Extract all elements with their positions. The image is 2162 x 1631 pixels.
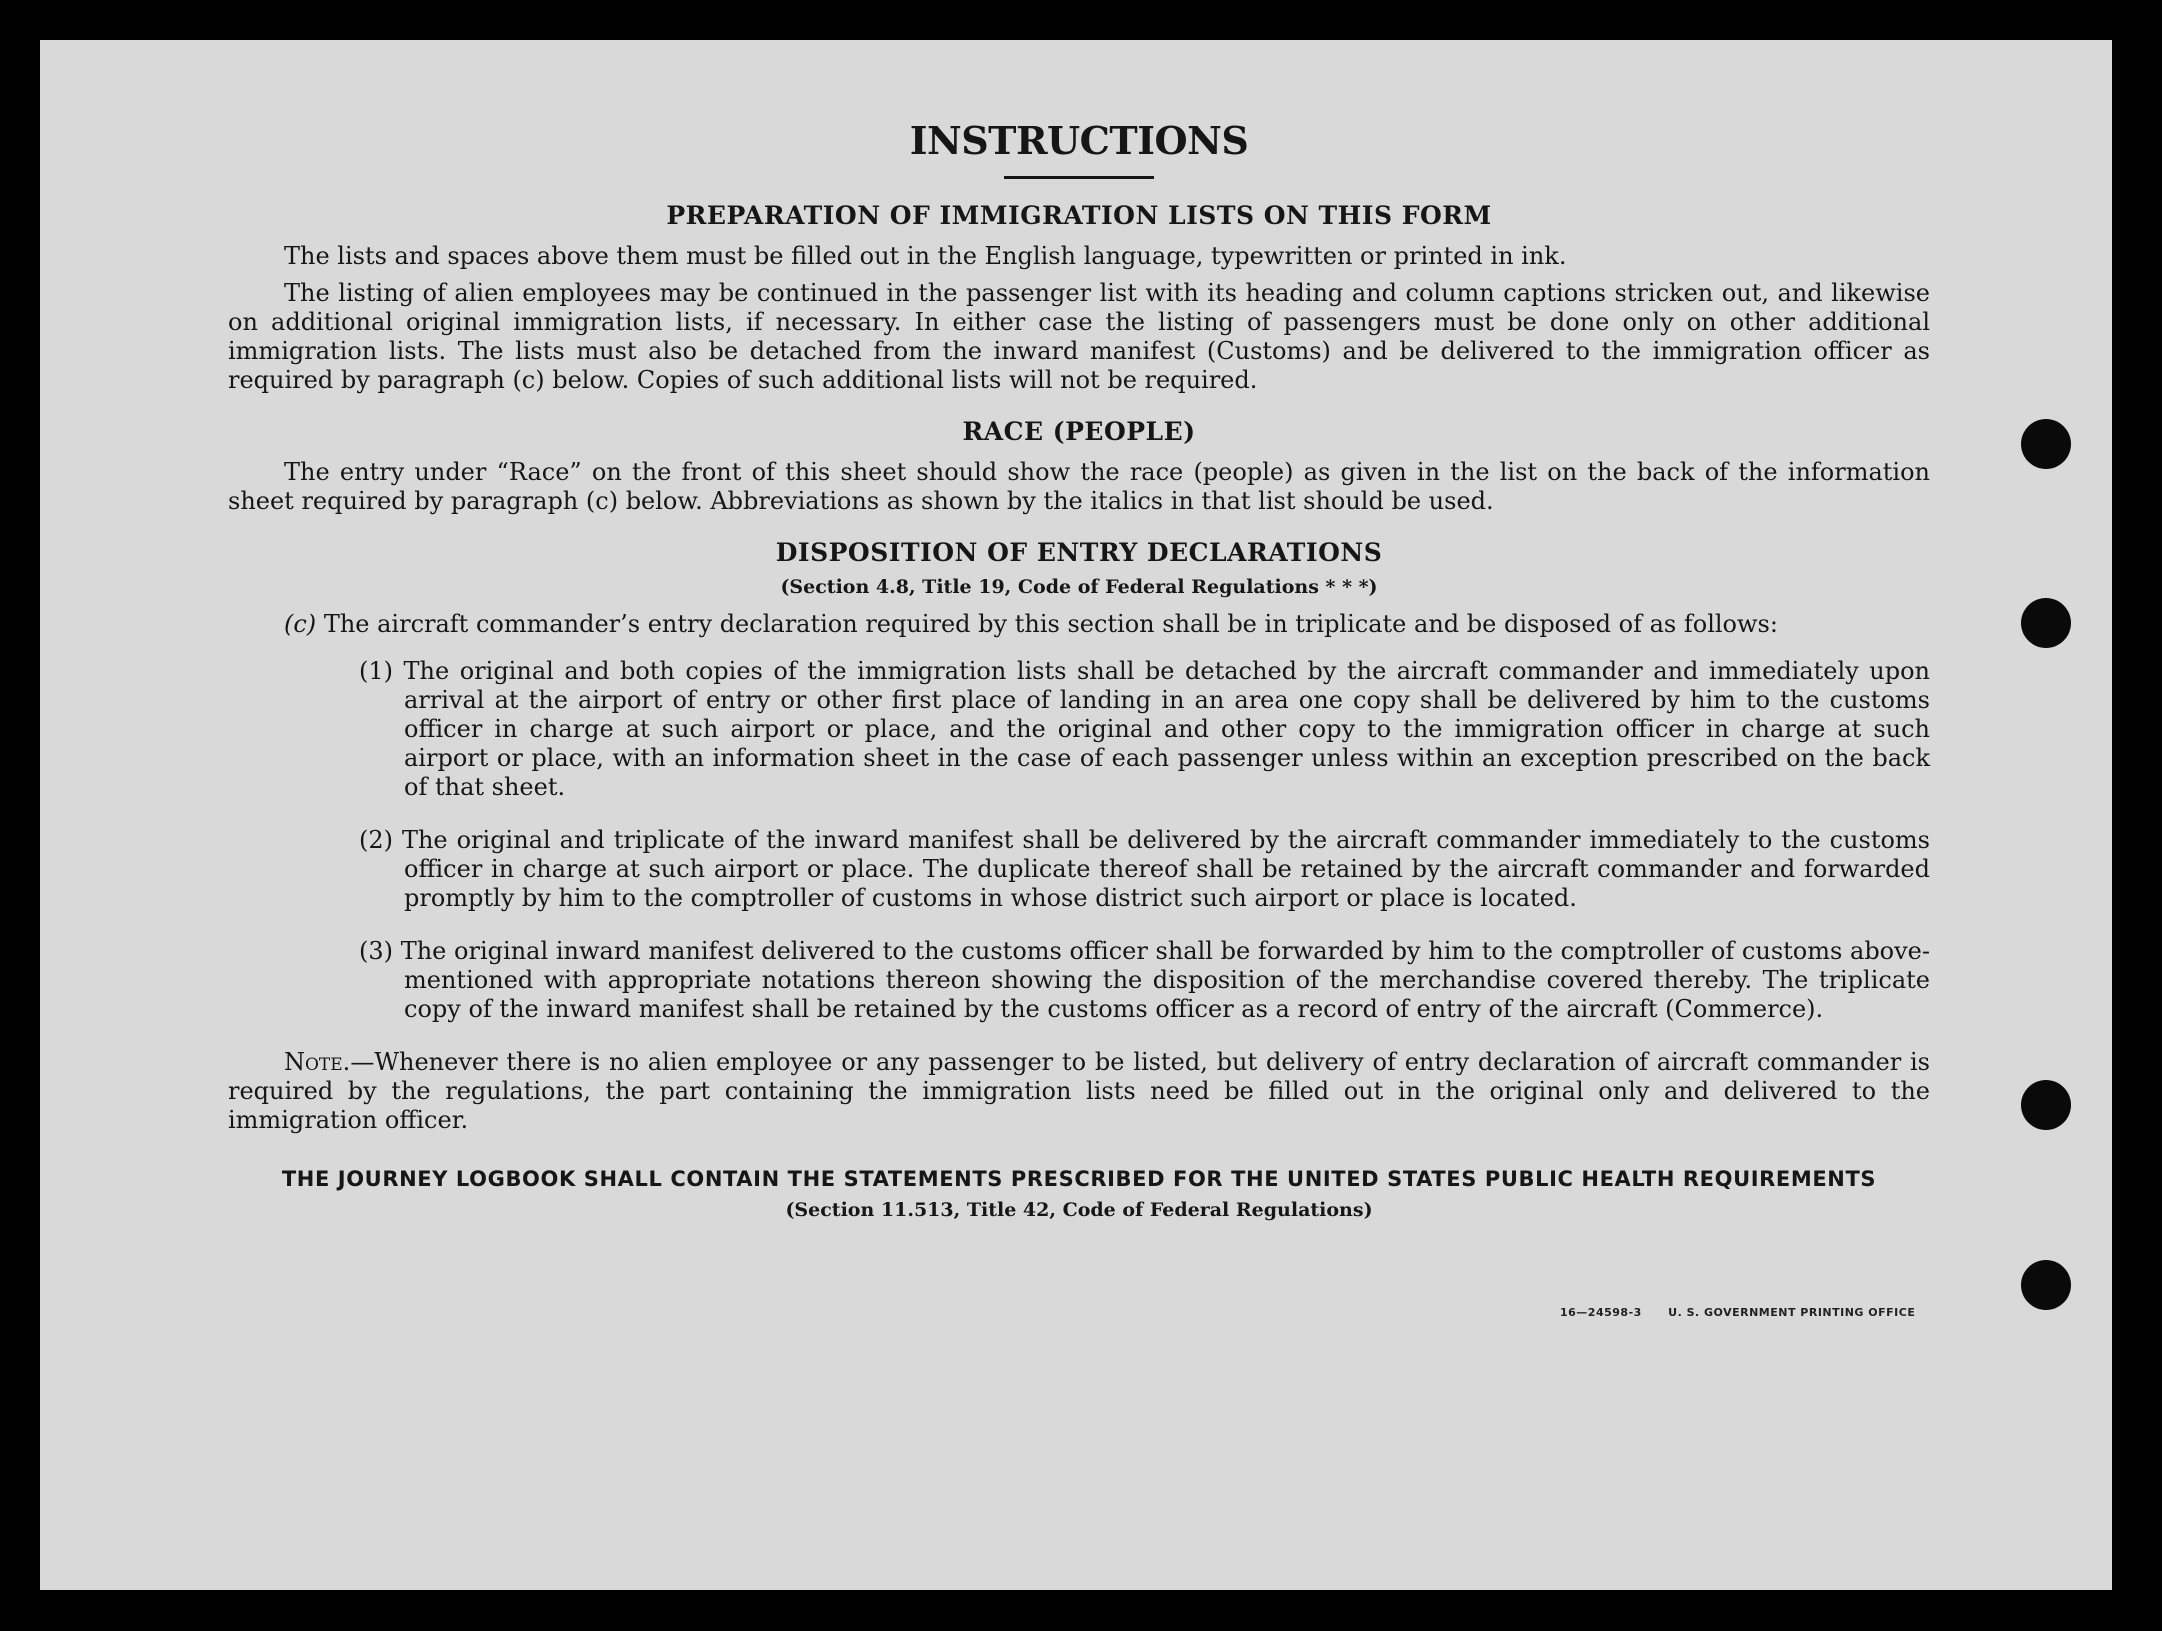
note-label: Note. (284, 1048, 351, 1076)
paragraph-language: The lists and spaces above them must be filled out in the English language, typewritten or printed in ink. (284, 242, 1567, 270)
item-number: (3) (359, 937, 393, 965)
printing-office: U. S. GOVERNMENT PRINTING OFFICE (1668, 1306, 1916, 1319)
binder-hole-4 (2021, 1260, 2071, 1310)
item-number: (2) (359, 826, 393, 854)
list-item (359, 937, 1930, 1024)
list-item (359, 826, 1930, 913)
printer-imprint (1560, 1306, 1915, 1319)
title-rule (1004, 176, 1154, 179)
item-number: (1) (359, 657, 393, 685)
clause-c-text: The aircraft commander’s entry declaration required by this section shall be in triplicate and be disposed of as follows: (323, 610, 1778, 638)
heading-immigration-lists: PREPARATION OF IMMIGRATION LISTS ON THIS FORM (666, 201, 1492, 230)
instructions-content (228, 118, 1930, 1225)
heading-race: RACE (PEOPLE) (962, 417, 1196, 446)
item-text: The original and both copies of the immigration lists shall be detached by the aircraft commander and immediately upon arrival at the airport of entry or other first place of landing in an area one copy shall be delivered by him to the customs officer in charge at such airport or place, and the original and other copy to the immigration officer in charge at such airport or place, with an information sheet in the case of each passenger unless within an exception prescribed on the back of that sheet. (403, 657, 1930, 801)
note-text: —Whenever there is no alien employee or any passenger to be listed, but delivery of entry declaration of aircraft commander is required by the regulations, the part containing the immigration lists need be filled out in the original only and delivered to the immigration officer. (228, 1048, 1930, 1134)
health-requirements-citation: (Section 11.513, Title 42, Code of Federal Regulations) (785, 1199, 1373, 1221)
note-paragraph (228, 1048, 1930, 1135)
paragraph-race: The entry under “Race” on the front of this sheet should show the race (people) as given in the list on the back of the information sheet required by paragraph (c) below. Abbreviations as shown by the italics in that list should be used. (228, 458, 1930, 515)
heading-disposition: DISPOSITION OF ENTRY DECLARATIONS (775, 538, 1383, 567)
binder-hole-2 (2021, 598, 2071, 648)
item-text: The original inward manifest delivered to the customs officer shall be forwarded by him to the comptroller of customs above-mentioned with appropriate notations thereon showing the disposition of the merchandise covered thereby. The triplicate copy of the inward manifest shall be retained by the customs officer as a record of entry of the aircraft (Commerce). (400, 937, 1930, 1023)
page-title: INSTRUCTIONS (909, 118, 1249, 163)
clause-c (228, 610, 1930, 639)
document-page (40, 40, 2112, 1590)
item-text: The original and triplicate of the inward manifest shall be delivered by the aircraft commander immediately to the customs officer in charge at such airport or place. The duplicate thereof shall be retained by the aircraft commander and forwarded promptly by him to the comptroller of customs in whose district such airport or place is located. (401, 826, 1930, 912)
citation-disposition: (Section 4.8, Title 19, Code of Federal Regulations * * *) (780, 576, 1378, 598)
list-item (359, 657, 1930, 802)
binder-hole-1 (2021, 419, 2071, 469)
health-requirements-heading: THE JOURNEY LOGBOOK SHALL CONTAIN THE STATEMENTS PRESCRIBED FOR THE UNITED STATES PUBLIC HEALTH REQUIREMENTS (281, 1167, 1877, 1191)
paragraph-alien-employees: The listing of alien employees may be continued in the passenger list with its heading and column captions stricken out, and likewise on additional original immigration lists, if necessary. In either case the listing of passengers must be done only on other additional immigration lists. The lists must also be detached from the inward manifest (Customs) and be delivered to the immigration officer as required by paragraph (c) below. Copies of such additional lists will not be required. (228, 279, 1930, 394)
form-number: 16—24598-3 (1560, 1306, 1642, 1319)
binder-hole-3 (2021, 1080, 2071, 1130)
clause-c-label: (c) (284, 610, 317, 638)
